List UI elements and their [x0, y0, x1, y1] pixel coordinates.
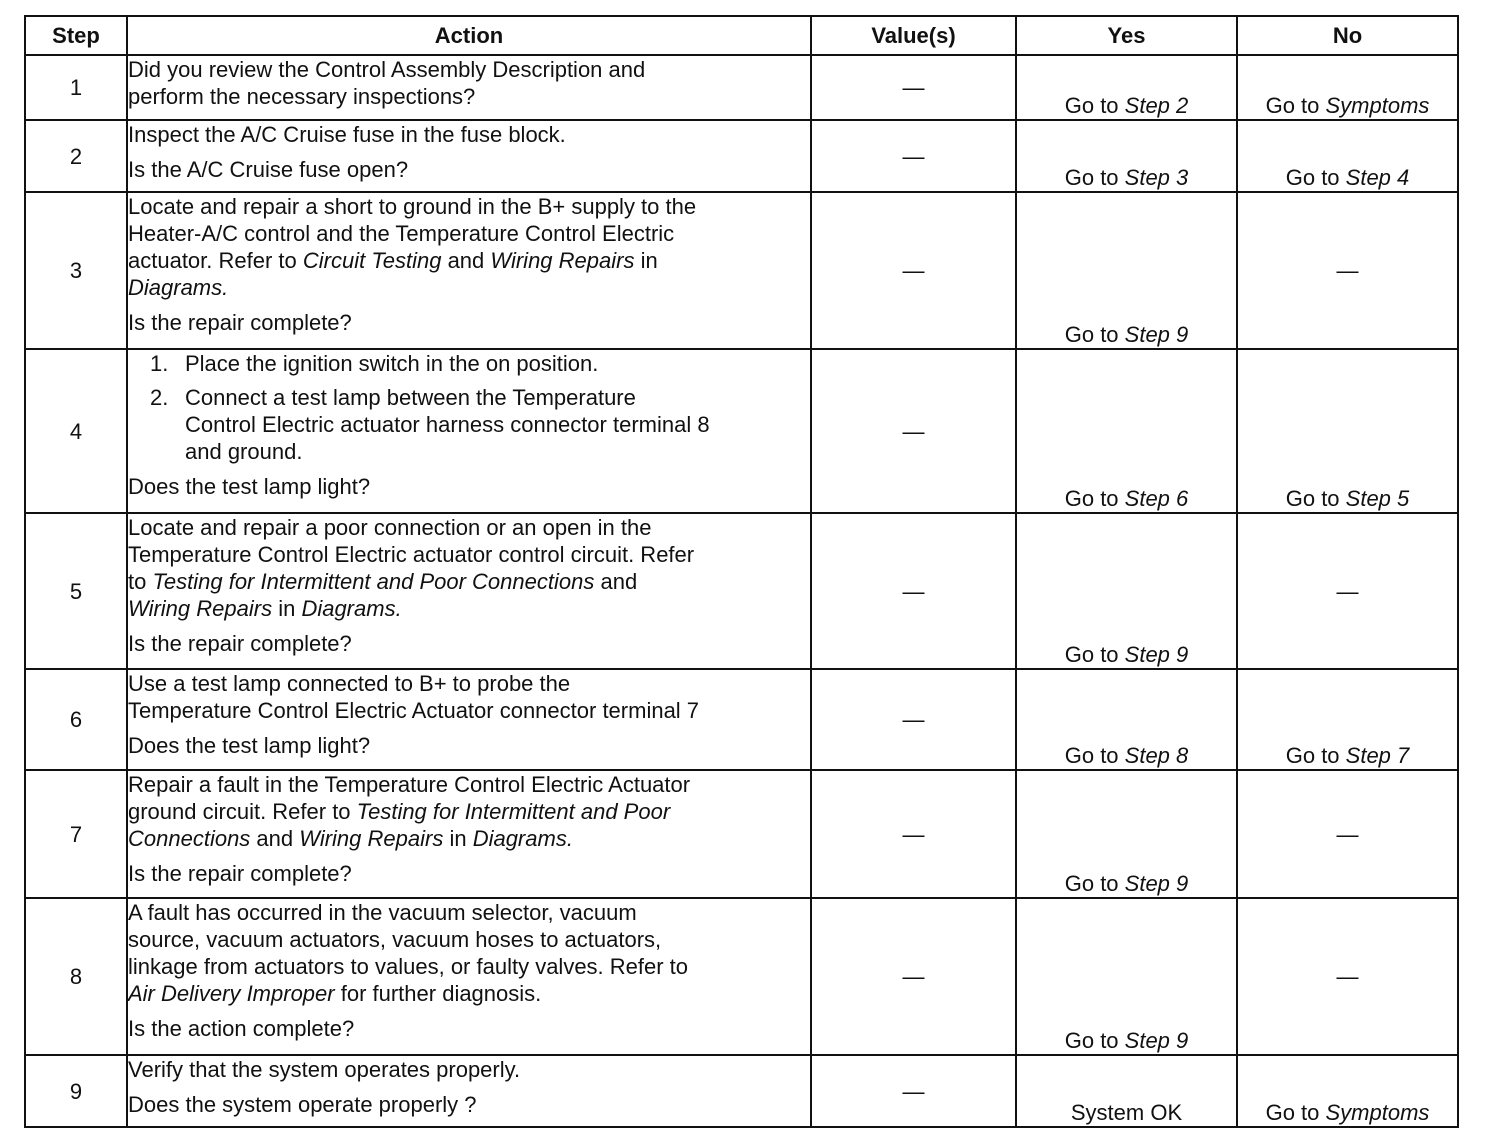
action-line: Verify that the system operates properly. [128, 1057, 521, 1082]
action-line: A fault has occurred in the vacuum selector, vacuum [128, 900, 637, 925]
table-row [25, 192, 1458, 349]
action-line: actuator. Refer to Circuit Testing and Wiring Repairs in [128, 248, 658, 273]
no-cell: — [1237, 898, 1458, 1055]
yes-cell: Go to Step 8 [1016, 669, 1237, 770]
action-line: linkage from actuators to values, or faulty valves. Refer to [128, 954, 689, 979]
reference-link: Wiring Repairs [128, 596, 273, 621]
value-cell: — [811, 120, 1016, 192]
value-cell: — [811, 1055, 1016, 1127]
yes-cell: Go to Step 9 [1016, 898, 1237, 1055]
no-cell: — [1237, 513, 1458, 669]
value-cell: — [811, 513, 1016, 669]
yes-cell: Go to Step 3 [1016, 120, 1237, 192]
value-cell: — [811, 55, 1016, 120]
step-number: 3 [25, 192, 127, 349]
action-line: Connections and Wiring Repairs in Diagrams. [128, 826, 573, 851]
step-reference: Step 9 [1124, 871, 1189, 896]
reference-link: Testing for Intermittent and Poor [356, 799, 671, 824]
action-line: perform the necessary inspections? [128, 84, 476, 109]
step-reference: Step 7 [1345, 743, 1410, 768]
step-number: 4 [25, 349, 127, 513]
no-cell: Go to Symptoms [1237, 1055, 1458, 1127]
step-reference: Step 9 [1124, 642, 1189, 667]
table-row [25, 669, 1458, 770]
step-reference: Step 9 [1124, 322, 1189, 347]
table-row [25, 513, 1458, 669]
action-cell [127, 898, 811, 1055]
action-line: Temperature Control Electric actuator control circuit. Refer [128, 542, 695, 567]
action-cell [127, 513, 811, 669]
step-reference: Symptoms [1325, 93, 1430, 118]
action-line: Locate and repair a short to ground in the B+ supply to the [128, 194, 697, 219]
action-line: Repair a fault in the Temperature Control Electric Actuator [128, 772, 691, 797]
action-line: Inspect the A/C Cruise fuse in the fuse block. [128, 122, 566, 147]
no-cell: Go to Step 7 [1237, 669, 1458, 770]
action-question: Is the repair complete? [128, 861, 352, 886]
reference-link: Wiring Repairs [299, 826, 444, 851]
no-cell: Go to Symptoms [1237, 55, 1458, 120]
step-reference: Step 3 [1124, 165, 1189, 190]
no-cell: Go to Step 5 [1237, 349, 1458, 513]
reference-link: Diagrams. [128, 275, 229, 300]
action-line: Did you review the Control Assembly Description and [128, 57, 646, 82]
action-line: Heater-A/C control and the Temperature Control Electric [128, 221, 675, 246]
action-line: Air Delivery Improper for further diagnosis. [128, 981, 542, 1006]
action-question: Is the repair complete? [128, 631, 352, 656]
reference-link: Diagrams. [472, 826, 573, 851]
action-line [128, 274, 810, 301]
list-number: 2. [150, 385, 169, 410]
table-row [25, 349, 1458, 513]
action-cell [127, 192, 811, 349]
action-line: Use a test lamp connected to B+ to probe the [128, 671, 571, 696]
value-cell: — [811, 192, 1016, 349]
yes-cell: Go to Step 6 [1016, 349, 1237, 513]
header-values: Value(s) [811, 16, 1016, 55]
yes-cell: Go to Step 9 [1016, 192, 1237, 349]
numbered-list [128, 350, 810, 465]
reference-link: Connections [128, 826, 251, 851]
table-row [25, 1055, 1458, 1127]
header-yes: Yes [1016, 16, 1237, 55]
step-number: 2 [25, 120, 127, 192]
step-reference: Step 2 [1124, 93, 1189, 118]
step-reference: Step 5 [1345, 486, 1410, 511]
step-number: 1 [25, 55, 127, 120]
action-question: Is the A/C Cruise fuse open? [128, 157, 409, 182]
action-cell [127, 770, 811, 898]
step-number: 5 [25, 513, 127, 669]
reference-link: Diagrams. [301, 596, 402, 621]
action-question: Is the repair complete? [128, 310, 352, 335]
action-question: Does the system operate properly ? [128, 1092, 477, 1117]
value-cell: — [811, 898, 1016, 1055]
header-action: Action [127, 16, 811, 55]
list-item: 2. Connect a test lamp between the Temperature Control Electric actuator harness connector terminal 8 and ground. [150, 385, 710, 464]
action-line: ground circuit. Refer to Testing for Intermittent and Poor [128, 799, 671, 824]
no-cell: — [1237, 770, 1458, 898]
action-cell [127, 349, 811, 513]
step-number: 8 [25, 898, 127, 1055]
table-row [25, 770, 1458, 898]
action-line: source, vacuum actuators, vacuum hoses to actuators, [128, 927, 662, 952]
step-reference: Step 6 [1124, 486, 1189, 511]
step-reference: Symptoms [1325, 1100, 1430, 1125]
list-number: 1. [150, 351, 169, 376]
action-line: to Testing for Intermittent and Poor Connections and [128, 569, 638, 594]
header-no: No [1237, 16, 1458, 55]
action-line: Locate and repair a poor connection or an open in the [128, 515, 652, 540]
no-cell: Go to Step 4 [1237, 120, 1458, 192]
table-row [25, 55, 1458, 120]
reference-link: Testing for Intermittent and Poor Connections [152, 569, 595, 594]
header-row [25, 16, 1458, 55]
yes-cell: Go to Step 9 [1016, 770, 1237, 898]
action-question: Is the action complete? [128, 1016, 355, 1041]
reference-link: Air Delivery Improper [128, 981, 335, 1006]
step-reference: Step 4 [1345, 165, 1410, 190]
action-cell [127, 669, 811, 770]
action-question: Does the test lamp light? [128, 733, 371, 758]
step-reference: Step 8 [1124, 743, 1189, 768]
header-step: Step [25, 16, 127, 55]
action-cell [127, 55, 811, 120]
action-cell [127, 1055, 811, 1127]
step-number: 6 [25, 669, 127, 770]
action-line: Wiring Repairs in Diagrams. [128, 596, 402, 621]
table-row [25, 898, 1458, 1055]
action-line: Temperature Control Electric Actuator connector terminal 7 [128, 698, 700, 723]
action-cell [127, 120, 811, 192]
list-item: 1. Place the ignition switch in the on position. [150, 351, 599, 376]
no-cell: — [1237, 192, 1458, 349]
yes-cell: Go to Step 2 [1016, 55, 1237, 120]
step-number: 7 [25, 770, 127, 898]
yes-cell: Go to Step 9 [1016, 513, 1237, 669]
value-cell: — [811, 349, 1016, 513]
table-row [25, 120, 1458, 192]
action-question: Does the test lamp light? [128, 474, 371, 499]
yes-cell: System OK [1016, 1055, 1237, 1127]
value-cell: — [811, 770, 1016, 898]
diagnostic-table [24, 15, 1459, 1128]
reference-link: Wiring Repairs [490, 248, 635, 273]
value-cell: — [811, 669, 1016, 770]
reference-link: Circuit Testing [302, 248, 442, 273]
step-number: 9 [25, 1055, 127, 1127]
step-reference: Step 9 [1124, 1028, 1189, 1053]
